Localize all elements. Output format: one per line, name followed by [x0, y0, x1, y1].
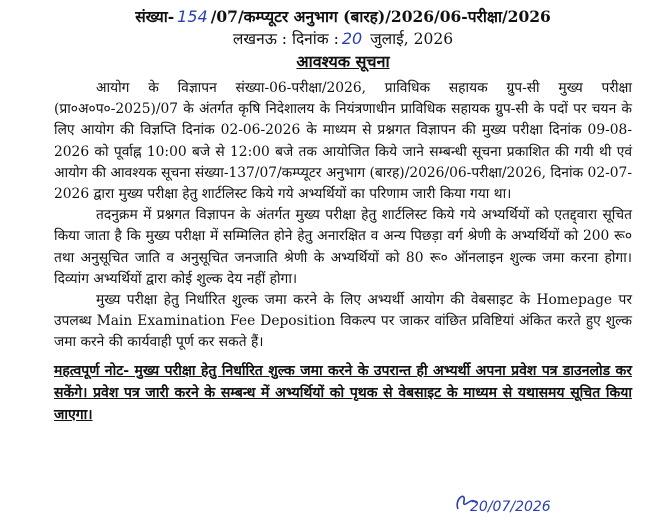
- place-date-prefix: लखनऊ : दिनांक :: [232, 30, 339, 48]
- signature-date: 20/07/2026: [470, 499, 551, 515]
- ref-suffix: /07/कम्प्यूटर अनुभाग (बारह)/2026/06-परीक्षा/2026: [210, 7, 551, 26]
- handwritten-day: 20: [341, 29, 363, 48]
- date-suffix: जुलाई, 2026: [370, 30, 454, 48]
- paragraph-2: तदनुक्रम में प्रश्नगत विज्ञापन के अंतर्गत मुख्य परीक्षा हेतु शार्टलिस्ट किये गये अभ्यर्थियों को एतद्द्वारा सूचित किया जाता है कि मुख्य परीक्षा में सम्मिलित होने हेतु अनारक्षित व अन्य पिछड़ा वर्ग श्रेणी के अभ्यर्थियों को 200 रू० तथा अनुसूचित जाति व अनुसूचित जनजाति श्रेणी के अभ्यर्थियों को 80 रू० ऑनलाइन शुल्क जमा करना होगा। दिव्यांग अभ्यर्थियों द्वारा कोई शुल्क देय नहीं होगा।: [54, 207, 632, 287]
- ref-prefix: संख्या-: [135, 7, 175, 26]
- handwritten-ref-number: 154: [177, 7, 208, 26]
- reference-number: [54, 6, 632, 28]
- paragraph-1: आयोग के विज्ञापन संख्या-06-परीक्षा/2026, प्राविधिक सहायक ग्रुप-सी मुख्य परीक्षा (प्रा०अ०प०-2025)/07 के अंतर्गत कृषि निदेशालय के नियंत्रणाधीन प्राविधिक सहायक ग्रुप-सी के पदों पर चयन के लिए आयोग की विज्ञप्ति दिनांक 02-06-2026 के माध्यम से प्रश्नगत विज्ञापन की मुख्य परीक्षा दिनांक 09-08-2026 को पूर्वाह्न 10:00 बजे से 12:00 बजे तक आयोजित किये जाने सम्बन्धी सूचना प्रकाशित की गयी थी एवं आयोग की आवश्यक सूचना संख्या-137/07/कम्प्यूटर अनुभाग (बारह)/2026/06-परीक्षा/2026, दिनांक 02-07-2026 द्वारा मुख्य परीक्षा हेतु शार्टलिस्ट किये गये अभ्यर्थियों का परिणाम जारी किया गया था।: [54, 80, 632, 203]
- notice-title: आवश्यक सूचना: [296, 52, 390, 71]
- important-note: महत्वपूर्ण नोट- मुख्य परीक्षा हेतु निर्धारित शुल्क जमा करने के उपरान्त ही अभ्यर्थी अपना प्रवेश पत्र डाउनलोड कर सकेंगे। प्रवेश पत्र जारी करने के सम्बन्ध में अभ्यर्थियों को पृथक से वेबसाइट के माध्यम से यथासमय सूचित किया जाएगा।: [54, 362, 632, 423]
- signature: [470, 499, 551, 515]
- paragraph-3: मुख्य परीक्षा हेतु निर्धारित शुल्क जमा करने के लिए अभ्यर्थी आयोग की वेबसाइट के Homepage पर उपलब्ध Main Examination Fee Deposition विकल्प पर जाकर वांछित प्रविष्टियां अंकित करते हुए शुल्क जमा करने की कार्यवाही पूर्ण कर सकते हैं।: [54, 292, 632, 351]
- signature-scribble-icon: [452, 489, 482, 515]
- place-date-line: [54, 28, 632, 50]
